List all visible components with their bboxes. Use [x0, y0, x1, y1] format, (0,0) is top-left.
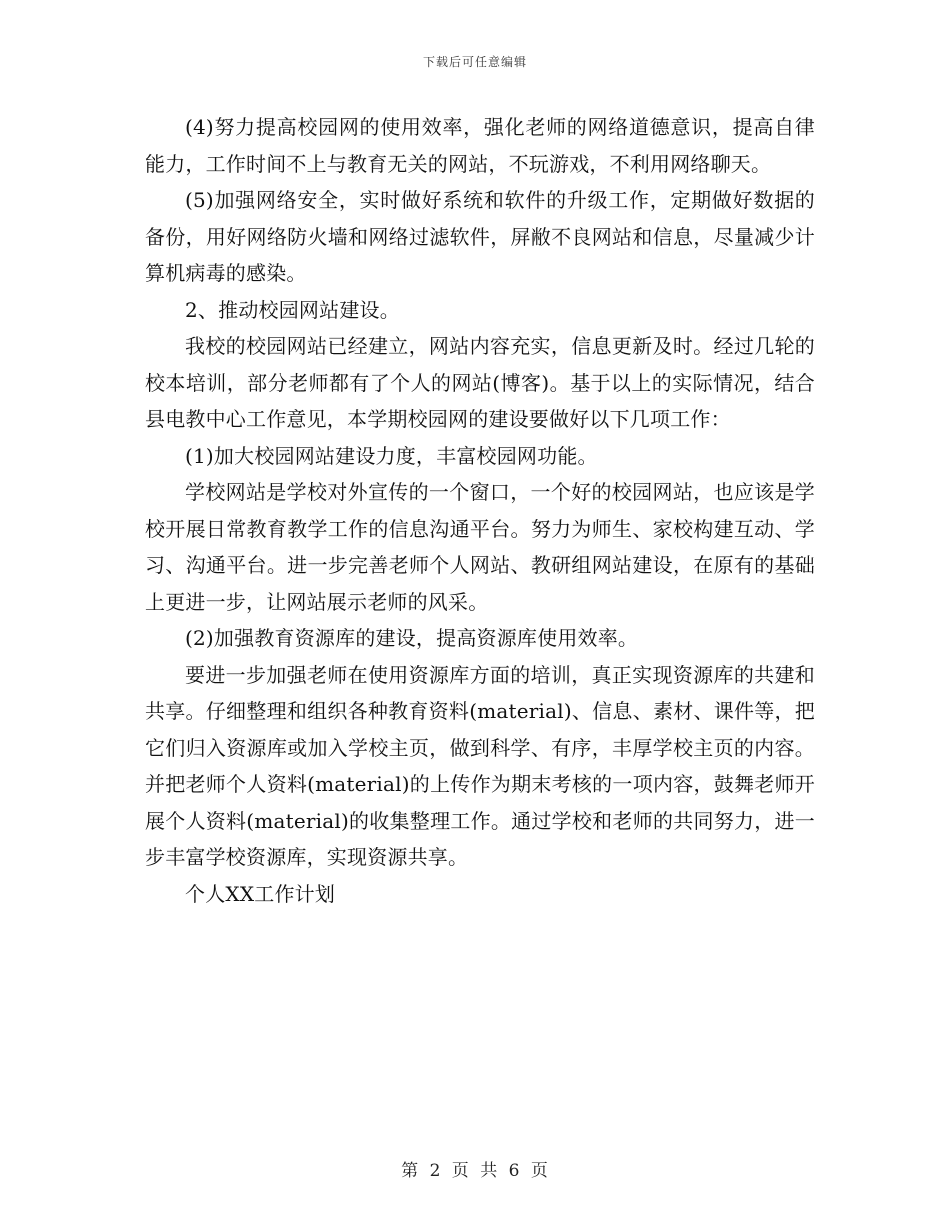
document-body	[145, 109, 815, 912]
section-heading-website: 2、推动校园网站建设。	[185, 297, 400, 322]
footer-current-page: 2	[429, 1161, 442, 1181]
paragraph-website-description: 学校网站是学校对外宣传的一个窗口，一个好的校园网站，也应该是学校开展日常教育教学工作的信息沟通平台。努力为师生、家校构建互动、学习、沟通平台。进一步完善老师个人网站、教研组网站建设，在原有的基础上更进一步，让网站展示老师的风采。	[145, 480, 815, 614]
page-header-note: 下载后可任意编辑	[422, 55, 527, 69]
footer-total-word: 共	[480, 1161, 499, 1181]
paragraph-resource-library: 要进一步加强老师在使用资源库方面的培训，真正实现资源库的共建和共享。仔细整理和组织各种教育资料(material)、信息、素材、课件等，把它们归入资源库或加入学校主页，做到科学、有序，丰厚学校主页的内容。并把老师个人资料(material)的上传作为期末考核的一项内容，鼓舞老师开展个人资料(material)的收集整理工作。通过学校和老师的共同努力，进一步丰富学校资源库，实现资源共享。	[145, 662, 815, 869]
paragraph-item-5: (5)加强网络安全，实时做好系统和软件的升级工作，定期做好数据的备份，用好网络防火墙和网络过滤软件，屏敝不良网站和信息，尽量减少计算机病毒的感染。	[145, 188, 815, 285]
paragraph-item-1: (1)加大校园网站建设力度，丰富校园网功能。	[185, 443, 598, 468]
footer-page-word: 页	[451, 1161, 470, 1181]
footer-suffix: 页	[530, 1161, 549, 1181]
footer-total-pages: 6	[508, 1161, 521, 1181]
footer-prefix: 第	[401, 1161, 420, 1181]
paragraph-item-2: (2)加强教育资源库的建设，提高资源库使用效率。	[185, 626, 639, 650]
page-footer	[0, 1156, 950, 1181]
paragraph-item-4: (4)努力提高校园网的使用效率，强化老师的网络道德意识，提高自律能力，工作时间不上与教育无关的网站，不玩游戏，不利用网络聊天。	[145, 115, 815, 176]
section-heading-plan: 个人XX工作计划	[185, 881, 336, 906]
paragraph-website-status: 我校的校园网站已经建立，网站内容充实，信息更新及时。经过几轮的校本培训，部分老师都有了个人的网站(博客)。基于以上的实际情况，结合县电教中心工作意见，本学期校园网的建设要做好以下几项工作：	[145, 334, 815, 431]
